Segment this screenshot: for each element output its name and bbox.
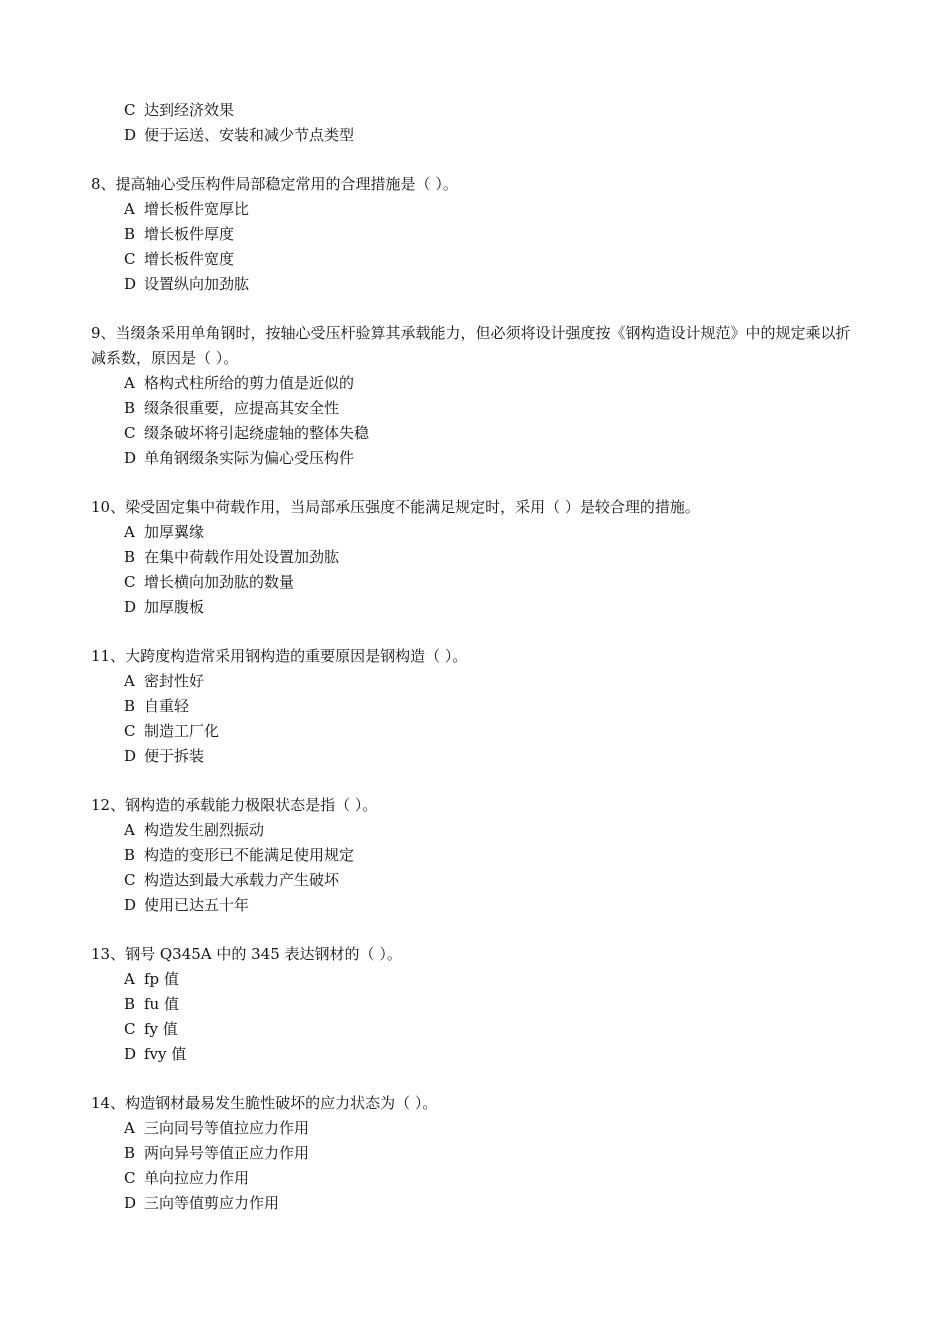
question-stem: 11、大跨度构造常采用钢构造的重要原因是钢构造（ ）。 [91, 647, 468, 665]
option-c [124, 421, 950, 446]
option-letter: A [124, 821, 135, 839]
option-c [124, 98, 950, 123]
question-8 [0, 172, 950, 297]
option-text: 增长横向加劲肱的数量 [144, 573, 295, 591]
option-text: fu 值 [144, 995, 179, 1013]
option-d [124, 1042, 950, 1067]
document-page [0, 98, 950, 1216]
option-text: 缀条破坏将引起绕虚轴的整体失稳 [144, 424, 370, 442]
option-text: 制造工厂化 [144, 722, 220, 740]
option-letter: B [124, 697, 136, 715]
option-text: 加厚腹板 [144, 598, 205, 616]
option-letter: C [124, 250, 136, 268]
option-letter: A [124, 1119, 135, 1137]
option-d [124, 446, 950, 471]
option-letter: D [124, 747, 137, 765]
option-text: fy 值 [144, 1020, 178, 1038]
option-b [124, 545, 950, 570]
option-letter: C [124, 424, 136, 442]
option-d [124, 744, 950, 769]
option-text: 密封性好 [144, 672, 205, 690]
option-text: fp 值 [144, 970, 179, 988]
option-c [124, 1017, 950, 1042]
question-stem: 12、钢构造的承载能力极限状态是指（ ）。 [91, 796, 378, 814]
option-text: 在集中荷载作用处设置加劲肱 [144, 548, 340, 566]
option-letter: B [124, 846, 136, 864]
option-a [124, 371, 950, 396]
option-text: 构造的变形已不能满足使用规定 [144, 846, 355, 864]
option-a [124, 669, 950, 694]
question-stem: 10、梁受固定集中荷载作用，当局部承压强度不能满足规定时，采用（ ）是较合理的措施。 [91, 498, 700, 516]
option-letter: A [124, 672, 135, 690]
option-a [124, 818, 950, 843]
question-11 [0, 644, 950, 769]
option-text: 便于拆装 [144, 747, 205, 765]
option-b [124, 222, 950, 247]
question-14 [0, 1091, 950, 1216]
option-a [124, 520, 950, 545]
option-letter: C [124, 1020, 136, 1038]
option-b [124, 843, 950, 868]
option-letter: D [124, 126, 137, 144]
option-letter: B [124, 548, 136, 566]
option-letter: D [124, 896, 137, 914]
option-text: 两向异号等值正应力作用 [144, 1144, 310, 1162]
option-letter: C [124, 722, 136, 740]
option-letter: D [124, 598, 137, 616]
option-letter: B [124, 995, 136, 1013]
question-stem: 13、钢号 Q345A 中的 345 表达钢材的（ ）。 [91, 945, 402, 963]
option-text: 增长板件宽厚比 [144, 200, 250, 218]
option-text: 三向同号等值拉应力作用 [144, 1119, 310, 1137]
option-text: 便于运送、安装和减少节点类型 [144, 126, 355, 144]
option-b [124, 694, 950, 719]
question-stem: 14、构造钢材最易发生脆性破坏的应力状态为（ ）。 [91, 1094, 438, 1112]
option-d [124, 595, 950, 620]
option-letter: D [124, 1045, 137, 1063]
option-c [124, 570, 950, 595]
option-letter: B [124, 399, 136, 417]
option-c [124, 247, 950, 272]
option-text: 格构式柱所给的剪力值是近似的 [144, 374, 355, 392]
option-letter: B [124, 1144, 136, 1162]
option-letter: A [124, 374, 135, 392]
option-text: 设置纵向加劲肱 [144, 275, 250, 293]
question-9 [0, 321, 950, 471]
option-text: 三向等值剪应力作用 [144, 1194, 280, 1212]
option-b [124, 1141, 950, 1166]
option-c [124, 719, 950, 744]
option-letter: D [124, 275, 137, 293]
question-12 [0, 793, 950, 918]
option-text: 增长板件厚度 [144, 225, 235, 243]
option-letter: A [124, 970, 135, 988]
option-letter: A [124, 200, 135, 218]
option-letter: C [124, 101, 136, 119]
option-a [124, 967, 950, 992]
question-stem: 9、当缀条采用单角钢时，按轴心受压杆验算其承载能力，但必须将设计强度按《钢构造设计规范》中的规定乘以折减系数，原因是（ ）。 [91, 324, 851, 367]
option-letter: D [124, 1194, 137, 1212]
option-text: 自重轻 [144, 697, 190, 715]
option-d [124, 123, 950, 148]
option-text: 构造达到最大承载力产生破坏 [144, 871, 340, 889]
option-b [124, 396, 950, 421]
option-letter: C [124, 573, 136, 591]
question-13 [0, 942, 950, 1067]
option-b [124, 992, 950, 1017]
option-letter: B [124, 225, 136, 243]
option-text: 缀条很重要，应提高其安全性 [144, 399, 340, 417]
option-text: 增长板件宽度 [144, 250, 235, 268]
option-text: 达到经济效果 [144, 101, 235, 119]
option-letter: A [124, 523, 135, 541]
question-stem: 8、提高轴心受压构件局部稳定常用的合理措施是（ ）。 [91, 175, 458, 193]
option-a [124, 197, 950, 222]
question-10 [0, 495, 950, 620]
option-c [124, 1166, 950, 1191]
option-a [124, 1116, 950, 1141]
option-letter: C [124, 871, 136, 889]
option-text: 单向拉应力作用 [144, 1169, 250, 1187]
option-letter: C [124, 1169, 136, 1187]
option-d [124, 893, 950, 918]
option-text: 使用已达五十年 [144, 896, 250, 914]
option-letter: D [124, 449, 137, 467]
option-text: fvy 值 [144, 1045, 187, 1063]
option-c [124, 868, 950, 893]
option-d [124, 1191, 950, 1216]
option-text: 单角钢缀条实际为偏心受压构件 [144, 449, 355, 467]
leading-options [0, 98, 950, 148]
option-text: 构造发生剧烈振动 [144, 821, 265, 839]
option-d [124, 272, 950, 297]
option-text: 加厚翼缘 [144, 523, 205, 541]
